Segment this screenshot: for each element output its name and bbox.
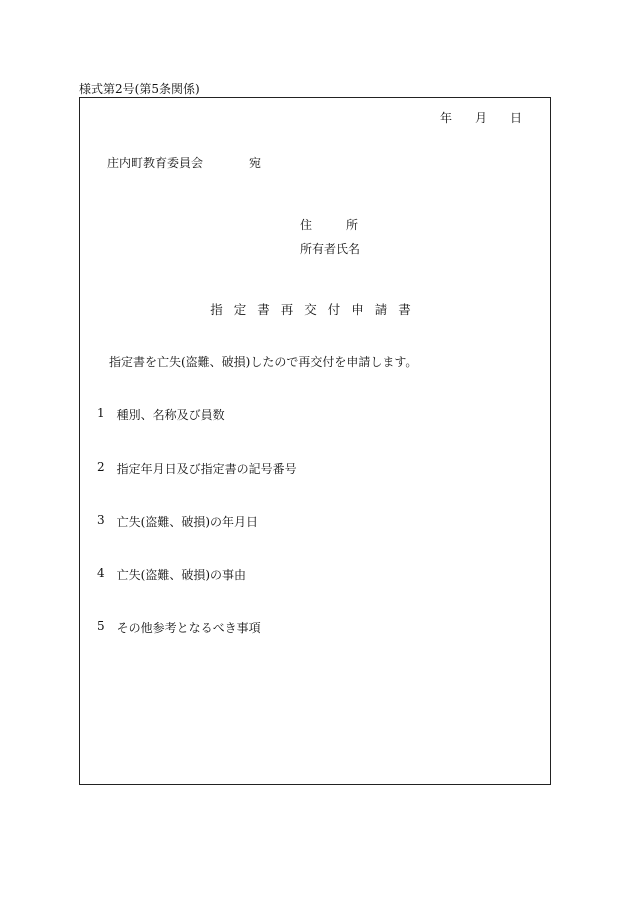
address-label-part-2: 所	[345, 218, 358, 232]
item-label: 種別、名称及び員数	[116, 408, 225, 422]
list-item	[97, 406, 225, 423]
address-label-part-1: 住	[300, 218, 313, 232]
item-number: 4	[97, 566, 105, 580]
item-label: 指定年月日及び指定書の記号番号	[116, 462, 297, 476]
item-label: 亡失(盗難、破損)の事由	[116, 568, 247, 582]
addressee-suffix: 宛	[249, 156, 262, 170]
date-row	[440, 109, 522, 126]
date-month-label: 月	[474, 111, 487, 125]
applicant-address-label	[300, 216, 358, 233]
list-item	[97, 460, 297, 477]
item-number: 1	[97, 406, 105, 420]
date-year-label: 年	[440, 111, 453, 125]
list-item	[97, 566, 246, 583]
list-item	[97, 513, 258, 530]
item-number: 5	[97, 619, 105, 633]
form-number-label: 様式第2号(第5条関係)	[79, 82, 200, 96]
addressee-name: 庄内町教育委員会	[107, 156, 204, 170]
item-number: 3	[97, 513, 105, 527]
item-number: 2	[97, 460, 105, 474]
item-label: 亡失(盗難、破損)の年月日	[116, 515, 259, 529]
list-item	[97, 619, 261, 636]
request-statement: 指定書を亡失(盗難、破損)したので再交付を申請します。	[109, 355, 418, 369]
document-title: 指定書再交付申請書	[210, 302, 422, 317]
item-label: その他参考となるべき事項	[116, 621, 261, 635]
application-form-frame	[79, 97, 551, 785]
owner-name-label: 所有者氏名	[300, 242, 361, 256]
date-day-label: 日	[509, 111, 522, 125]
